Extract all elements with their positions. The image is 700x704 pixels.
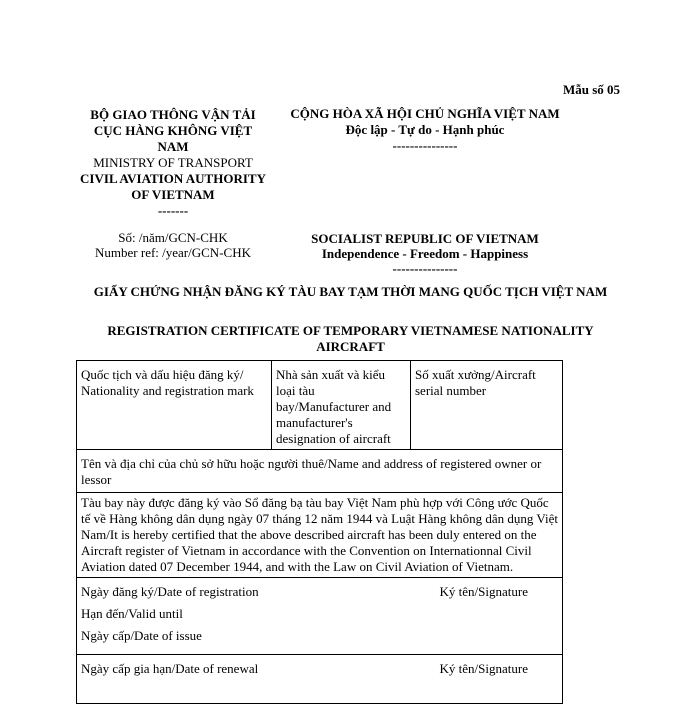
authority-header bbox=[78, 107, 268, 219]
republic-vn-name: CỘNG HÒA XÃ HỘI CHỦ NGHĨA VIỆT NAM bbox=[290, 106, 560, 121]
date-issue-label: Ngày cấp/Date of issue bbox=[81, 628, 202, 643]
authority-line1: BỘ GIAO THÔNG VẬN TẢI bbox=[90, 107, 256, 122]
table-row bbox=[77, 361, 563, 450]
registration-dates-cell bbox=[77, 578, 563, 655]
republic-vn-motto: Độc lập - Tự do - Hạnh phúc bbox=[345, 122, 505, 137]
reference-en: Number ref: /year/GCN-CHK bbox=[95, 245, 251, 260]
signature-label: Ký tên/Signature bbox=[439, 584, 528, 599]
authority-dashes: ------- bbox=[157, 203, 189, 218]
owner-cell: Tên và địa chỉ của chủ sở hữu hoặc người thuê/Name and address of registered owner or lessor bbox=[77, 450, 563, 493]
manufacturer-cell: Nhà sản xuất và kiểu loại tàu bay/Manufacturer and manufacturer's designation of aircraft bbox=[272, 361, 411, 450]
republic-en-motto: Independence - Freedom - Happiness bbox=[321, 246, 529, 261]
republic-dashes2: --------------- bbox=[392, 261, 458, 276]
date-registration-label: Ngày đăng ký/Date of registration bbox=[81, 584, 259, 599]
table-row bbox=[77, 655, 563, 704]
date-renewal-label: Ngày cấp gia hạn/Date of renewal bbox=[81, 661, 259, 676]
republic-header-en bbox=[275, 231, 575, 276]
authority-line4: CIVIL AVIATION AUTHORITY OF VIETNAM bbox=[80, 171, 266, 202]
registration-row bbox=[81, 584, 558, 606]
nationality-cell: Quốc tịch và dấu hiệu đăng ký/ Nationality and registration mark bbox=[77, 361, 272, 450]
table-row bbox=[77, 493, 563, 578]
title-en: REGISTRATION CERTIFICATE OF TEMPORARY VIETNAMESE NATIONALITY AIRCRAFT bbox=[107, 323, 594, 354]
authority-line2: CỤC HÀNG KHÔNG VIỆT NAM bbox=[93, 123, 253, 154]
republic-dashes1: --------------- bbox=[392, 138, 458, 153]
reference-block bbox=[78, 230, 268, 260]
serial-cell: Số xuất xưởng/Aircraft serial number bbox=[411, 361, 563, 450]
authority-line3: MINISTRY OF TRANSPORT bbox=[93, 155, 253, 170]
valid-until-label: Hạn đến/Valid until bbox=[81, 606, 183, 621]
title-vn: GIẤY CHỨNG NHẬN ĐĂNG KÝ TÀU BAY TẠM THỜI MANG QUỐC TỊCH VIỆT NAM bbox=[93, 284, 608, 299]
reference-vn: Số: /năm/GCN-CHK bbox=[118, 230, 228, 245]
renewal-row bbox=[81, 661, 558, 677]
certify-cell: Tàu bay này được đăng ký vào Sổ đăng bạ tàu bay Việt Nam phù hợp với Công ước Quốc tế về Hàng không dân dụng ngày 07 tháng 12 năm 1944 và Luật Hàng không dân dụng Việt Nam/It is hereby certified that the above described aircraft has been duly entered on the Aircraft register of Vietnam in accordance with the Convention on Internationnal Civil Aviation dated 07 December 1944, and with the Law on Civil Aviation of Vietnam. bbox=[77, 493, 563, 578]
table-row bbox=[77, 578, 563, 655]
republic-header-vn bbox=[275, 106, 575, 154]
republic-en-name: SOCIALIST REPUBLIC OF VIETNAM bbox=[311, 231, 539, 246]
table-row bbox=[77, 450, 563, 493]
signature-label: Ký tên/Signature bbox=[439, 661, 528, 676]
form-number: Mẫu số 05 bbox=[562, 82, 620, 97]
certificate-table bbox=[76, 360, 563, 704]
renewal-cell bbox=[77, 655, 563, 704]
